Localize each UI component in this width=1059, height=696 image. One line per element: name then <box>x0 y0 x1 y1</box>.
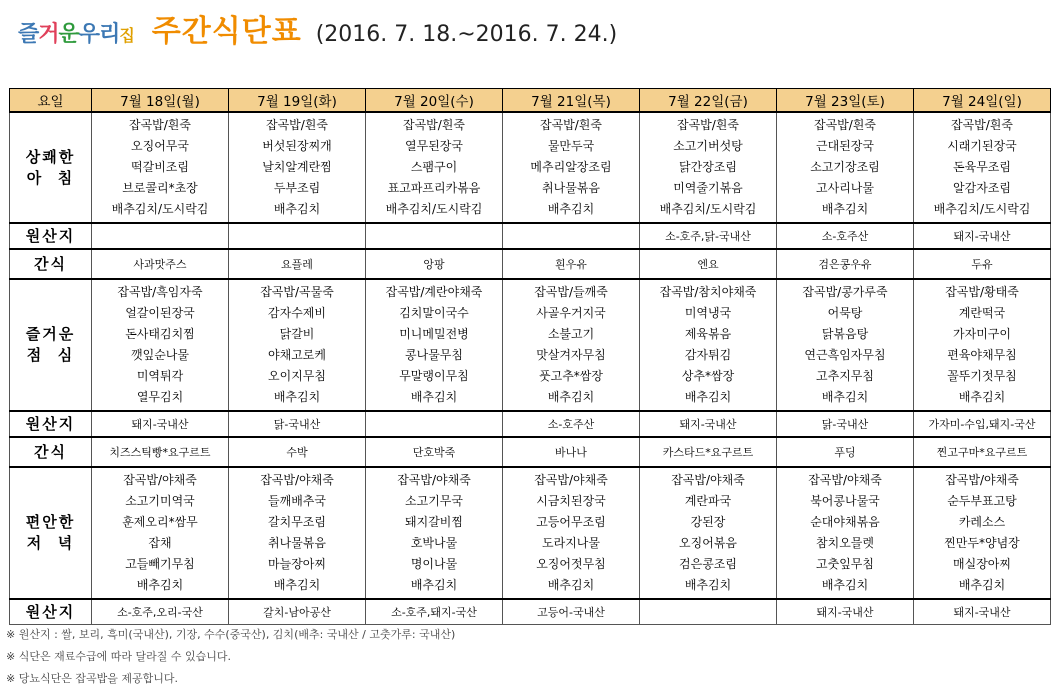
menu-item: 배추김치 <box>821 390 869 404</box>
menu-item: 배추김치 <box>958 578 1006 592</box>
menu-item: 잡곡밥/흰죽 <box>402 118 465 132</box>
lunch-row <box>10 279 1051 411</box>
lunch-origin-cell: 돼지-국내산 <box>640 411 777 437</box>
menu-item: 콩나물무침 <box>405 348 463 362</box>
menu-item: 배추김치 <box>136 578 184 592</box>
dinner-origin-cell: 소-호주,오리-국산 <box>92 599 229 625</box>
afternoon-snack-row <box>10 437 1051 467</box>
menu-item: 고추지무침 <box>816 369 874 383</box>
menu-item: 배추김치 <box>684 390 732 404</box>
lunch-origin-cell: 닭-국내산 <box>229 411 366 437</box>
menu-item: 오이지무침 <box>268 369 326 383</box>
menu-item: 배추김치 <box>547 578 595 592</box>
dinner-origin-cell: 고등어-국내산 <box>503 599 640 625</box>
menu-item: 떡갈비조림 <box>131 160 189 174</box>
menu-item: 잡곡밥/흰죽 <box>265 118 328 132</box>
logo-letter: 집 <box>119 26 134 45</box>
menu-cell <box>366 279 503 411</box>
lunch-label <box>10 279 92 411</box>
menu-item: 편육야채무침 <box>947 348 1017 362</box>
menu-item: 잡곡밥/곡물죽 <box>260 285 334 299</box>
menu-item: 미역줄기볶음 <box>673 181 743 195</box>
date-range: (2016. 7. 18.~2016. 7. 24.) <box>315 22 618 47</box>
menu-item: 들깨배추국 <box>268 494 326 508</box>
breakfast-origin-cell: 돼지-국내산 <box>914 223 1051 249</box>
day-header: 7월 23일(토) <box>777 89 914 113</box>
menu-cell <box>366 467 503 599</box>
table-header-row <box>10 89 1051 113</box>
menu-cell <box>92 112 229 223</box>
menu-item: 연근흑임자무침 <box>804 348 886 362</box>
breakfast-origin-cell <box>229 223 366 249</box>
menu-item: 배추김치 <box>821 578 869 592</box>
menu-item: 잡곡밥/야채죽 <box>808 473 882 487</box>
menu-item: 돼지갈비찜 <box>405 515 463 529</box>
day-header: 7월 19일(화) <box>229 89 366 113</box>
menu-item: 메추리알장조림 <box>530 160 612 174</box>
dinner-label <box>10 467 92 599</box>
meal-label-line: 저 녁 <box>26 534 75 552</box>
menu-item: 마늘장아찌 <box>268 557 326 571</box>
menu-item: 고들빼기무침 <box>125 557 195 571</box>
menu-item: 배추김치/도시락김 <box>933 202 1031 216</box>
lunch-origin-label: 원산지 <box>10 411 92 437</box>
menu-cell <box>914 112 1051 223</box>
menu-item: 명이나물 <box>410 557 458 571</box>
menu-cell <box>366 112 503 223</box>
menu-item: 닭갈비 <box>279 327 315 341</box>
menu-item: 카레소스 <box>958 515 1006 529</box>
day-header: 7월 20일(수) <box>366 89 503 113</box>
footnote-supply: ※ 식단은 재료수급에 따라 달라질 수 있습니다. <box>6 650 231 663</box>
breakfast-origin-cell <box>503 223 640 249</box>
menu-item: 잡곡밥/흰죽 <box>676 118 739 132</box>
menu-item: 물만두국 <box>547 139 595 153</box>
menu-item: 두부조림 <box>273 181 321 195</box>
menu-item: 미니메밀전병 <box>399 327 469 341</box>
breakfast-origin-cell <box>92 223 229 249</box>
menu-item: 잡곡밥/야채죽 <box>945 473 1019 487</box>
menu-item: 배추김치 <box>958 390 1006 404</box>
menu-item: 잡곡밥/야채죽 <box>534 473 608 487</box>
menu-item: 잡곡밥/계란야채죽 <box>385 285 483 299</box>
menu-cell <box>503 467 640 599</box>
lunch-origin-cell: 닭-국내산 <box>777 411 914 437</box>
menu-item: 잡곡밥/흰죽 <box>539 118 602 132</box>
afternoon-snack-cell: 푸딩 <box>777 437 914 467</box>
afternoon-snack-cell: 찐고구마*요구르트 <box>914 437 1051 467</box>
menu-item: 배추김치 <box>273 390 321 404</box>
menu-item: 가자미구이 <box>953 327 1011 341</box>
footnote-origin: ※ 원산지 : 쌀, 보리, 흑미(국내산), 기장, 수수(중국산), 김치(배추: 국내산 / 고춧가루: 국내산) <box>6 628 456 641</box>
menu-cell <box>229 279 366 411</box>
menu-item: 취나물볶음 <box>542 181 600 195</box>
menu-item: 계란파국 <box>684 494 732 508</box>
morning-snack-cell: 엔요 <box>640 249 777 279</box>
menu-item: 돈사태김치찜 <box>125 327 195 341</box>
menu-cell <box>92 467 229 599</box>
menu-item: 배추김치 <box>547 390 595 404</box>
afternoon-snack-cell: 수박 <box>229 437 366 467</box>
weekly-menu-table <box>9 88 1051 625</box>
lunch-origin-row <box>10 411 1051 437</box>
breakfast-origin-row <box>10 223 1051 249</box>
menu-item: 갈치무조림 <box>268 515 326 529</box>
menu-item: 잡곡밥/흰죽 <box>128 118 191 132</box>
breakfast-origin-cell: 소-호주산 <box>777 223 914 249</box>
morning-snack-cell: 흰우유 <box>503 249 640 279</box>
logo-letter: 즐 <box>18 22 39 47</box>
menu-item: 잡곡밥/흰죽 <box>813 118 876 132</box>
page-title: 주간식단표 <box>151 14 302 49</box>
menu-item: 훈제오리*쌈무 <box>122 515 198 529</box>
menu-item: 버섯된장찌개 <box>262 139 332 153</box>
menu-item: 배추김치/도시락김 <box>385 202 483 216</box>
menu-item: 고춧잎무침 <box>816 557 874 571</box>
afternoon-snack-label: 간식 <box>10 437 92 467</box>
breakfast-origin-cell <box>366 223 503 249</box>
menu-item: 잡채 <box>148 536 172 550</box>
footnotes <box>6 624 455 690</box>
menu-item: 오징어볶음 <box>679 536 737 550</box>
menu-item: 북어콩나물국 <box>810 494 880 508</box>
meal-label-line: 즐거운 <box>25 325 76 343</box>
morning-snack-cell: 요플레 <box>229 249 366 279</box>
menu-item: 열무김치 <box>136 390 184 404</box>
logo-letter: 거 <box>38 22 59 47</box>
menu-item: 미역튀각 <box>136 369 184 383</box>
menu-cell <box>640 279 777 411</box>
lunch-origin-cell: 돼지-국내산 <box>92 411 229 437</box>
menu-item: 감자수제비 <box>268 306 326 320</box>
meal-label-line: 점 심 <box>26 346 75 364</box>
meal-label-line: 편안한 <box>25 513 76 531</box>
menu-item: 소고기미역국 <box>125 494 195 508</box>
afternoon-snack-cell: 카스타드*요구르트 <box>640 437 777 467</box>
menu-item: 열무된장국 <box>405 139 463 153</box>
menu-item: 취나물볶음 <box>268 536 326 550</box>
logo-letter: 우 <box>78 22 100 47</box>
day-header: 7월 21일(목) <box>503 89 640 113</box>
menu-cell <box>914 279 1051 411</box>
menu-item: 어묵탕 <box>827 306 863 320</box>
dinner-origin-cell <box>640 599 777 625</box>
menu-cell <box>777 279 914 411</box>
menu-cell <box>503 279 640 411</box>
menu-item: 풋고추*쌈장 <box>539 369 603 383</box>
menu-item: 잡곡밥/황태죽 <box>945 285 1019 299</box>
menu-item: 돈육무조림 <box>953 160 1011 174</box>
dinner-origin-cell: 돼지-국내산 <box>777 599 914 625</box>
breakfast-label <box>10 112 92 223</box>
menu-item: 잡곡밥/들깨죽 <box>534 285 608 299</box>
footnote-diabetes: ※ 당뇨식단은 잡곡밥을 제공합니다. <box>6 672 178 685</box>
menu-item: 알감자조림 <box>953 181 1011 195</box>
menu-item: 배추김치 <box>273 578 321 592</box>
day-header: 7월 24일(일) <box>914 89 1051 113</box>
menu-item: 검은콩조림 <box>679 557 737 571</box>
dinner-row <box>10 467 1051 599</box>
menu-cell <box>229 467 366 599</box>
menu-item: 근대된장국 <box>816 139 874 153</box>
menu-item: 스팸구이 <box>410 160 458 174</box>
menu-item: 도라지나물 <box>542 536 600 550</box>
menu-item: 배추김치/도시락김 <box>111 202 209 216</box>
lunch-origin-cell: 소-호주산 <box>503 411 640 437</box>
menu-item: 닭간장조림 <box>679 160 737 174</box>
menu-cell <box>640 112 777 223</box>
menu-item: 호박나물 <box>410 536 458 550</box>
menu-item: 소고기장조림 <box>810 160 880 174</box>
menu-item: 깻잎순나물 <box>131 348 189 362</box>
afternoon-snack-cell: 단호박죽 <box>366 437 503 467</box>
menu-item: 잡곡밥/콩가루죽 <box>802 285 888 299</box>
menu-item: 잡곡밥/야채죽 <box>123 473 197 487</box>
menu-item: 미역냉국 <box>684 306 732 320</box>
meal-label-line: 상쾌한 <box>25 147 76 166</box>
dinner-origin-label: 원산지 <box>10 599 92 625</box>
menu-item: 배추김치 <box>410 578 458 592</box>
morning-snack-cell: 앙팡 <box>366 249 503 279</box>
menu-item: 고등어무조림 <box>536 515 606 529</box>
morning-snack-cell: 두유 <box>914 249 1051 279</box>
day-column-header: 요일 <box>10 89 92 113</box>
menu-item: 배추김치 <box>821 202 869 216</box>
menu-item: 잡곡밥/흑임자죽 <box>117 285 203 299</box>
menu-item: 오징어젓무침 <box>536 557 606 571</box>
menu-item: 배추김치 <box>684 578 732 592</box>
morning-snack-label: 간식 <box>10 249 92 279</box>
menu-item: 배추김치/도시락김 <box>659 202 757 216</box>
day-header: 7월 22일(금) <box>640 89 777 113</box>
menu-item: 계란떡국 <box>958 306 1006 320</box>
menu-cell <box>503 112 640 223</box>
menu-item: 시금치된장국 <box>536 494 606 508</box>
morning-snack-cell: 검은콩우유 <box>777 249 914 279</box>
menu-item: 강된장 <box>690 515 726 529</box>
menu-item: 닭볶음탕 <box>821 327 869 341</box>
menu-item: 순두부표고탕 <box>947 494 1017 508</box>
lunch-origin-cell <box>366 411 503 437</box>
menu-item: 매실장아찌 <box>953 557 1011 571</box>
menu-item: 사골우거지국 <box>536 306 606 320</box>
menu-cell <box>640 467 777 599</box>
menu-item: 브로콜리*초장 <box>122 181 198 195</box>
afternoon-snack-cell: 바나나 <box>503 437 640 467</box>
menu-item: 날치알계란찜 <box>262 160 332 174</box>
menu-item: 소불고기 <box>547 327 595 341</box>
menu-cell <box>777 467 914 599</box>
lunch-origin-cell: 가자미-수입,돼지-국산 <box>914 411 1051 437</box>
logo-letter: 운 <box>58 22 79 47</box>
menu-cell <box>777 112 914 223</box>
menu-item: 꼴뚜기젓무침 <box>947 369 1017 383</box>
dinner-origin-cell: 소-호주,돼지-국산 <box>366 599 503 625</box>
logo-letter: 리 <box>99 22 120 47</box>
menu-item: 배추김치 <box>410 390 458 404</box>
menu-item: 얼갈이된장국 <box>125 306 195 320</box>
dinner-origin-row <box>10 599 1051 625</box>
dinner-origin-cell: 갈치-남아공산 <box>229 599 366 625</box>
menu-item: 소고기버섯탕 <box>673 139 743 153</box>
menu-item: 고사리나물 <box>816 181 874 195</box>
menu-item: 무말랭이무침 <box>399 369 469 383</box>
menu-item: 배추김치 <box>273 202 321 216</box>
menu-item: 상추*쌈장 <box>681 369 735 383</box>
menu-item: 야채고로케 <box>268 348 326 362</box>
menu-item: 잡곡밥/야채죽 <box>671 473 745 487</box>
menu-cell <box>92 279 229 411</box>
menu-cell <box>229 112 366 223</box>
day-header: 7월 18일(월) <box>92 89 229 113</box>
meal-label-line: 아 침 <box>26 168 75 187</box>
menu-item: 소고기무국 <box>405 494 463 508</box>
menu-item: 잡곡밥/야채죽 <box>397 473 471 487</box>
menu-item: 순대야채볶음 <box>810 515 880 529</box>
menu-item: 찐만두*양념장 <box>944 536 1020 550</box>
menu-item: 잡곡밥/참치야채죽 <box>659 285 757 299</box>
menu-cell <box>914 467 1051 599</box>
menu-item: 참치오믈렛 <box>816 536 874 550</box>
afternoon-snack-cell: 치즈스틱빵*요구르트 <box>92 437 229 467</box>
menu-item: 시래기된장국 <box>947 139 1017 153</box>
menu-item: 감자튀김 <box>684 348 732 362</box>
breakfast-origin-cell: 소-호주,닭-국내산 <box>640 223 777 249</box>
menu-item: 제육볶음 <box>684 327 732 341</box>
menu-item: 표고파프리카볶음 <box>387 181 481 195</box>
menu-item: 잡곡밥/흰죽 <box>950 118 1013 132</box>
dinner-origin-cell: 돼지-국내산 <box>914 599 1051 625</box>
breakfast-origin-label: 원산지 <box>10 223 92 249</box>
morning-snack-cell: 사과맛주스 <box>92 249 229 279</box>
brand-logo <box>18 17 134 48</box>
morning-snack-row <box>10 249 1051 279</box>
menu-item: 잡곡밥/야채죽 <box>260 473 334 487</box>
breakfast-row <box>10 112 1051 223</box>
page-header <box>18 6 618 49</box>
menu-item: 배추김치 <box>547 202 595 216</box>
menu-item: 오징어무국 <box>131 139 189 153</box>
menu-item: 김치말이국수 <box>399 306 469 320</box>
menu-item: 맛살겨자무침 <box>536 348 606 362</box>
